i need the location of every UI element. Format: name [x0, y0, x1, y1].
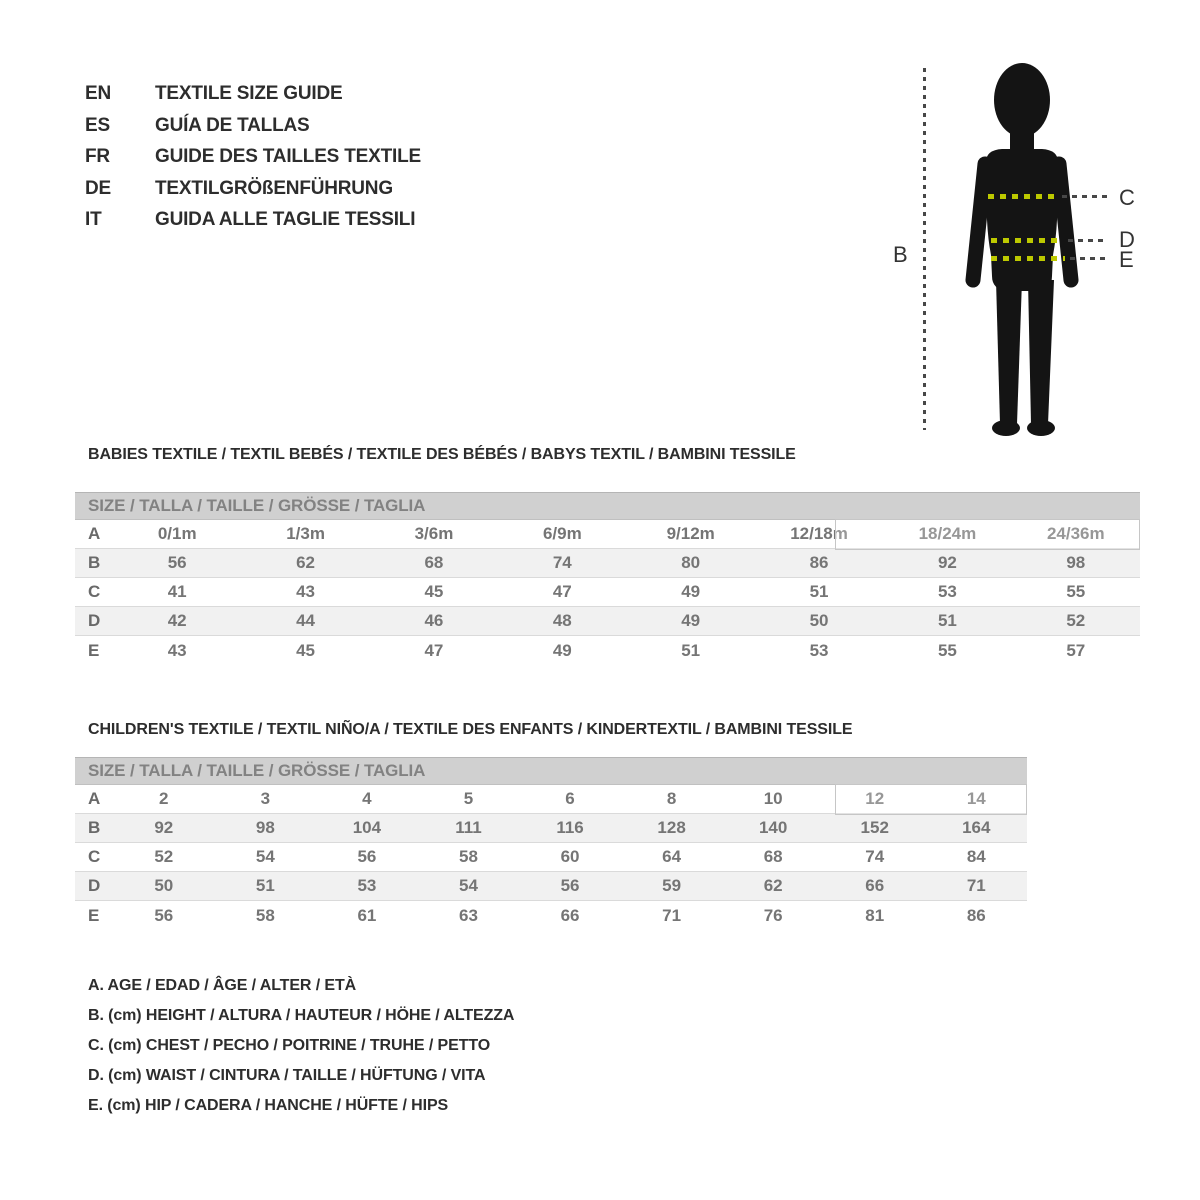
waist-extension-line: [1068, 239, 1108, 242]
size-cell: 50: [809, 611, 829, 630]
size-cell: 68: [763, 847, 783, 866]
legend-item-a: A. AGE / EDAD / ÂGE / ALTER / ETÀ: [88, 977, 357, 994]
size-cell: 10: [763, 789, 783, 808]
size-row-c: [75, 578, 1140, 607]
size-cell: 0/1m: [157, 524, 197, 543]
size-cell: 51: [809, 582, 829, 601]
language-code: ES: [85, 114, 110, 136]
row-label: A: [88, 524, 101, 543]
legend-item-e: E. (cm) HIP / CADERA / HANCHE / HÜFTE / HIPS: [88, 1097, 449, 1114]
size-cell: 53: [357, 876, 377, 895]
size-cell: 45: [296, 640, 316, 660]
legend-item-c: C. (cm) CHEST / PECHO / POITRINE / TRUHE / PETTO: [88, 1037, 491, 1054]
size-cell: 8: [666, 789, 677, 808]
size-cell: 41: [167, 582, 187, 601]
row-label: B: [88, 818, 101, 837]
child-silhouette: [940, 50, 1100, 450]
size-cell: 74: [865, 847, 885, 866]
size-cell: 47: [424, 640, 444, 660]
size-cell: 74: [552, 553, 572, 572]
size-cell: 53: [937, 582, 957, 601]
size-cell: 98: [1066, 553, 1086, 572]
language-list: [85, 83, 421, 241]
language-code: EN: [85, 83, 111, 104]
size-cell: 44: [296, 611, 316, 630]
size-cell: 49: [681, 582, 701, 601]
size-cell: 140: [758, 818, 788, 837]
size-cell: 164: [962, 818, 991, 837]
language-row-es: [85, 115, 421, 147]
size-cell: 46: [424, 611, 444, 630]
height-measure-line: [923, 68, 926, 430]
size-cell: 56: [560, 876, 580, 895]
size-cell: 6: [565, 789, 575, 808]
size-cell: 53: [809, 640, 829, 660]
selected-size-outline-babies: [835, 519, 1140, 550]
size-cell: 4: [362, 789, 372, 808]
size-cell: 66: [560, 905, 580, 925]
size-cell: 86: [966, 905, 986, 925]
size-cell: 50: [154, 876, 174, 895]
size-row-d: [75, 607, 1140, 636]
language-row-de: [85, 178, 421, 210]
size-cell: 5: [463, 789, 474, 808]
language-row-it: [85, 209, 421, 241]
size-cell: 48: [552, 611, 572, 630]
size-cell: 111: [455, 818, 482, 837]
size-cell: 62: [763, 876, 783, 895]
size-cell: 9/12m: [666, 524, 715, 543]
size-cell: 59: [662, 876, 682, 895]
row-label: C: [88, 582, 101, 601]
size-cell: 58: [255, 905, 275, 925]
size-cell: 42: [167, 611, 187, 630]
size-row-b: [75, 814, 1027, 843]
size-row-e: [75, 901, 1027, 930]
size-cell: 43: [167, 640, 187, 660]
size-cell: 104: [352, 818, 382, 837]
size-cell: 60: [560, 847, 580, 866]
size-cell: 52: [154, 847, 174, 866]
babies-size-table: [75, 492, 1140, 665]
size-cell: 152: [860, 818, 889, 837]
row-label: D: [88, 876, 101, 895]
size-cell: 51: [937, 611, 957, 630]
language-code: DE: [85, 177, 111, 199]
size-cell: 47: [552, 582, 572, 601]
size-cell: 63: [459, 905, 478, 925]
size-cell: 3: [260, 789, 271, 808]
size-cell: 6/9m: [542, 524, 582, 543]
size-cell: 49: [552, 640, 572, 660]
size-cell: 55: [937, 640, 957, 660]
language-title: TEXTILGRÖßENFÜHRUNG: [155, 177, 393, 199]
size-row-e: [75, 636, 1140, 665]
size-cell: 51: [255, 876, 275, 895]
language-title: TEXTILE SIZE GUIDE: [155, 83, 343, 104]
chest-measure-line: [988, 194, 1056, 199]
children-size-table: [75, 757, 1027, 930]
chest-label: C: [1119, 185, 1135, 210]
size-row-d: [75, 872, 1027, 901]
language-code: IT: [85, 209, 102, 230]
size-cell: 92: [154, 818, 174, 837]
language-title: GUIDA ALLE TAGLIE TESSILI: [155, 209, 416, 230]
hip-measure-line: [991, 256, 1065, 261]
size-row-c: [75, 843, 1027, 872]
size-cell: 1/3m: [286, 524, 325, 543]
size-cell: 86: [809, 553, 829, 572]
legend-item-b: B. (cm) HEIGHT / ALTURA / HAUTEUR / HÖHE / ALTEZZA: [88, 1007, 515, 1024]
size-cell: 12: [865, 789, 885, 808]
language-code: FR: [85, 146, 110, 167]
size-cell: 98: [255, 818, 275, 837]
language-row-fr: [85, 146, 421, 178]
size-cell: 80: [681, 553, 701, 572]
size-cell: 55: [1066, 582, 1086, 601]
size-cell: 52: [1066, 611, 1086, 630]
hip-extension-line: [1070, 257, 1108, 260]
waist-label: D: [1119, 227, 1135, 252]
size-cell: 76: [763, 905, 783, 925]
row-label: E: [88, 905, 100, 925]
size-cell: 12/18m: [790, 524, 848, 543]
size-cell: 56: [154, 905, 174, 925]
size-cell: 61: [357, 905, 377, 925]
size-cell: 3/6m: [414, 524, 454, 543]
size-cell: 24/36m: [1046, 524, 1105, 543]
size-cell: 81: [865, 905, 885, 925]
size-table-header: SIZE / TALLA / TAILLE / GRÖSSE / TAGLIA: [75, 492, 1140, 520]
size-cell: 54: [459, 876, 478, 895]
language-title: GUIDE DES TAILLES TEXTILE: [155, 146, 421, 167]
size-cell: 71: [662, 905, 682, 925]
waist-measure-line: [991, 238, 1063, 243]
size-row-b: [75, 549, 1140, 578]
size-cell: 128: [657, 818, 686, 837]
row-label: D: [88, 611, 101, 630]
height-label: B: [893, 242, 908, 267]
hip-label: E: [1119, 247, 1134, 272]
row-label: B: [88, 553, 101, 572]
size-cell: 57: [1066, 640, 1086, 660]
legend-item-d: D. (cm) WAIST / CINTURA / TAILLE / HÜFTUNG / VITA: [88, 1067, 486, 1084]
selected-size-outline-children: [835, 784, 1027, 815]
row-label: A: [88, 789, 101, 808]
size-cell: 43: [296, 582, 316, 601]
chest-extension-line: [1062, 195, 1108, 198]
size-cell: 58: [459, 847, 478, 866]
babies-section-title: BABIES TEXTILE / TEXTIL BEBÉS / TEXTILE DES BÉBÉS / BABYS TEXTIL / BAMBINI TESSILE: [88, 446, 796, 463]
size-cell: 45: [424, 582, 444, 601]
size-cell: 18/24m: [918, 524, 977, 543]
size-cell: 84: [966, 847, 986, 866]
size-cell: 62: [296, 553, 316, 572]
children-section-title: CHILDREN'S TEXTILE / TEXTIL NIÑO/A / TEXTILE DES ENFANTS / KINDERTEXTIL / BAMBINI TESSILE: [88, 721, 853, 738]
size-cell: 92: [937, 553, 957, 572]
size-cell: 2: [159, 789, 169, 808]
size-table-header: SIZE / TALLA / TAILLE / GRÖSSE / TAGLIA: [75, 757, 1027, 785]
language-title: GUÍA DE TALLAS: [155, 114, 310, 136]
size-cell: 68: [424, 553, 444, 572]
size-cell: 56: [357, 847, 377, 866]
size-cell: 116: [556, 818, 584, 837]
row-label: E: [88, 640, 100, 660]
size-cell: 49: [681, 611, 701, 630]
size-cell: 51: [681, 640, 701, 660]
language-row-en: [85, 83, 421, 115]
size-cell: 64: [662, 847, 682, 866]
size-cell: 14: [966, 789, 986, 808]
row-label: C: [88, 847, 101, 866]
size-cell: 71: [966, 876, 986, 895]
size-cell: 56: [167, 553, 187, 572]
size-cell: 54: [255, 847, 275, 866]
size-cell: 66: [865, 876, 885, 895]
measurement-legend: [88, 977, 514, 1127]
